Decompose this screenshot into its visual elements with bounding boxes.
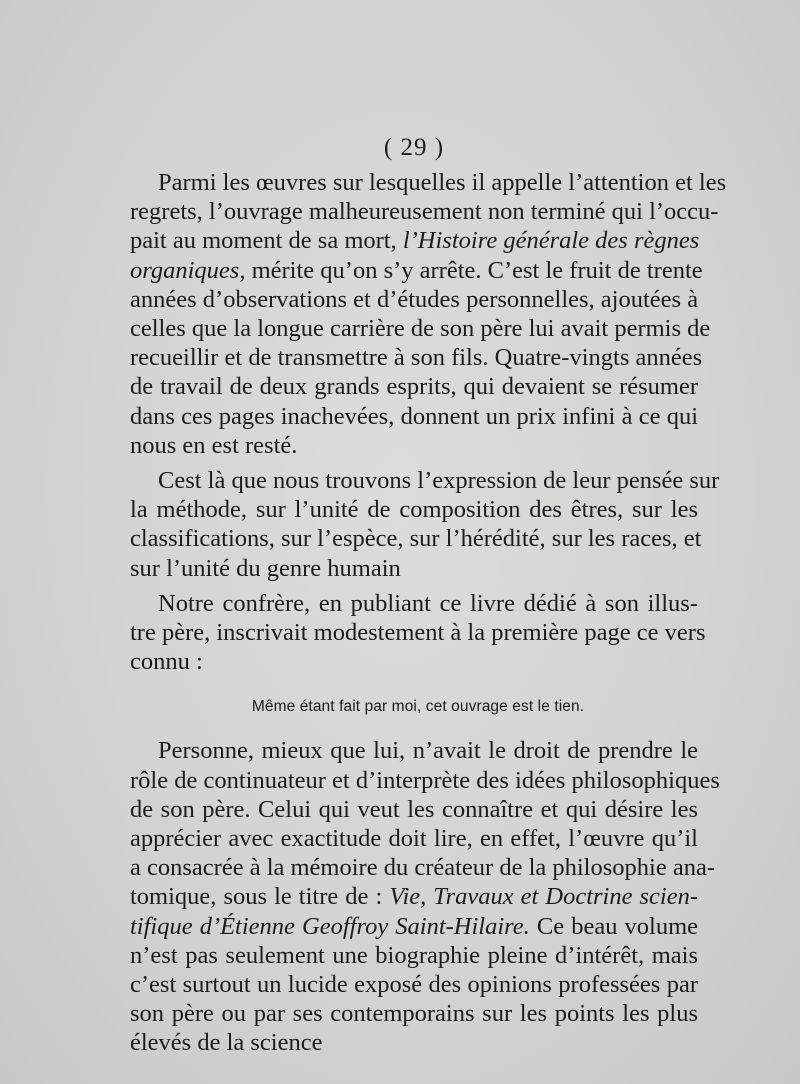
text-line: Cest là que nous trouvons l’expression de leur pensée sur — [158, 467, 720, 495]
text-span: pait au moment de sa mort, — [130, 227, 397, 255]
paragraph-1 — [130, 168, 727, 460]
text-line: regrets, l’ouvrage malheureusement non terminé qui l’occu- — [130, 198, 719, 226]
text-line: classifications, sur l’espèce, sur l’hérédité, sur les races, et — [130, 525, 702, 553]
page-number: ( 29 ) — [383, 134, 445, 161]
book-title-italic: organiques, — [130, 256, 246, 284]
text-line: recueillir et de transmettre à son fils. Quatre-vingts années — [130, 344, 703, 372]
epigraph-quote: Même étant fait par moi, cet ouvrage est le tien. — [251, 698, 585, 716]
text-line: tre père, inscrivait modestement à la première page ce vers — [130, 619, 706, 647]
paragraph-3 — [130, 589, 706, 677]
text-line: de son père. Celui qui veut les connaître et qui désire les — [130, 795, 698, 823]
book-title-italic: Vie, Travaux et Doctrine scien- — [389, 883, 699, 911]
book-page — [130, 128, 727, 1058]
text-line: c’est surtout un lucide exposé des opinions professées par — [130, 971, 698, 999]
text-line — [130, 226, 698, 255]
text-line: n’est pas seulement une biographie pleine d’intérêt, mais — [130, 941, 698, 969]
text-line — [130, 256, 703, 285]
text-line: sur l’unité du genre humain — [130, 554, 401, 582]
book-title-italic: tifique d’Étienne Geoffroy Saint-Hilaire. — [130, 912, 530, 940]
paragraph-2 — [130, 466, 720, 583]
text-line: Personne, mieux que lui, n’avait le droit de prendre le — [158, 737, 698, 765]
text-line: Parmi les œuvres sur lesquelles il appelle l’attention et les — [158, 169, 727, 196]
text-line: Notre confrère, en publiant ce livre dédié à son illus- — [158, 589, 698, 617]
text-span: Ce beau volume — [536, 912, 699, 940]
text-line — [130, 912, 698, 941]
text-line: connu : — [130, 648, 203, 676]
text-line: nous en est resté. — [130, 431, 298, 459]
text-line — [130, 882, 698, 911]
text-line: la méthode, sur l’unité de composition des êtres, sur les — [130, 496, 698, 524]
text-line: celles que la longue carrière de son père lui avait permis de — [130, 315, 711, 343]
text-line: a consacrée à la mémoire du créateur de la philosophie ana- — [130, 854, 715, 882]
text-line: élevés de la science — [130, 1029, 323, 1057]
text-line: rôle de continuateur et d’interprète des idées philosophiques — [130, 766, 720, 794]
text-line: dans ces pages inachevées, donnent un prix infini à ce qui — [130, 402, 698, 430]
text-line: son père ou par ses contemporains sur les points les plus — [130, 1000, 698, 1028]
text-line: de travail de deux grands esprits, qui devaient se résumer — [130, 373, 698, 401]
paragraph-4 — [130, 736, 720, 1057]
book-title-italic: l’Histoire générale des règnes — [402, 227, 700, 255]
text-line: apprécier avec exactitude doit lire, en effet, l’œuvre qu’il — [130, 825, 698, 853]
text-span: tomique, sous le titre de : — [130, 883, 383, 911]
text-line: années d’observations et d’études personnelles, ajoutées à — [130, 285, 699, 313]
text-span: mérite qu’on s’y arrête. C’est le fruit de trente — [251, 256, 703, 284]
